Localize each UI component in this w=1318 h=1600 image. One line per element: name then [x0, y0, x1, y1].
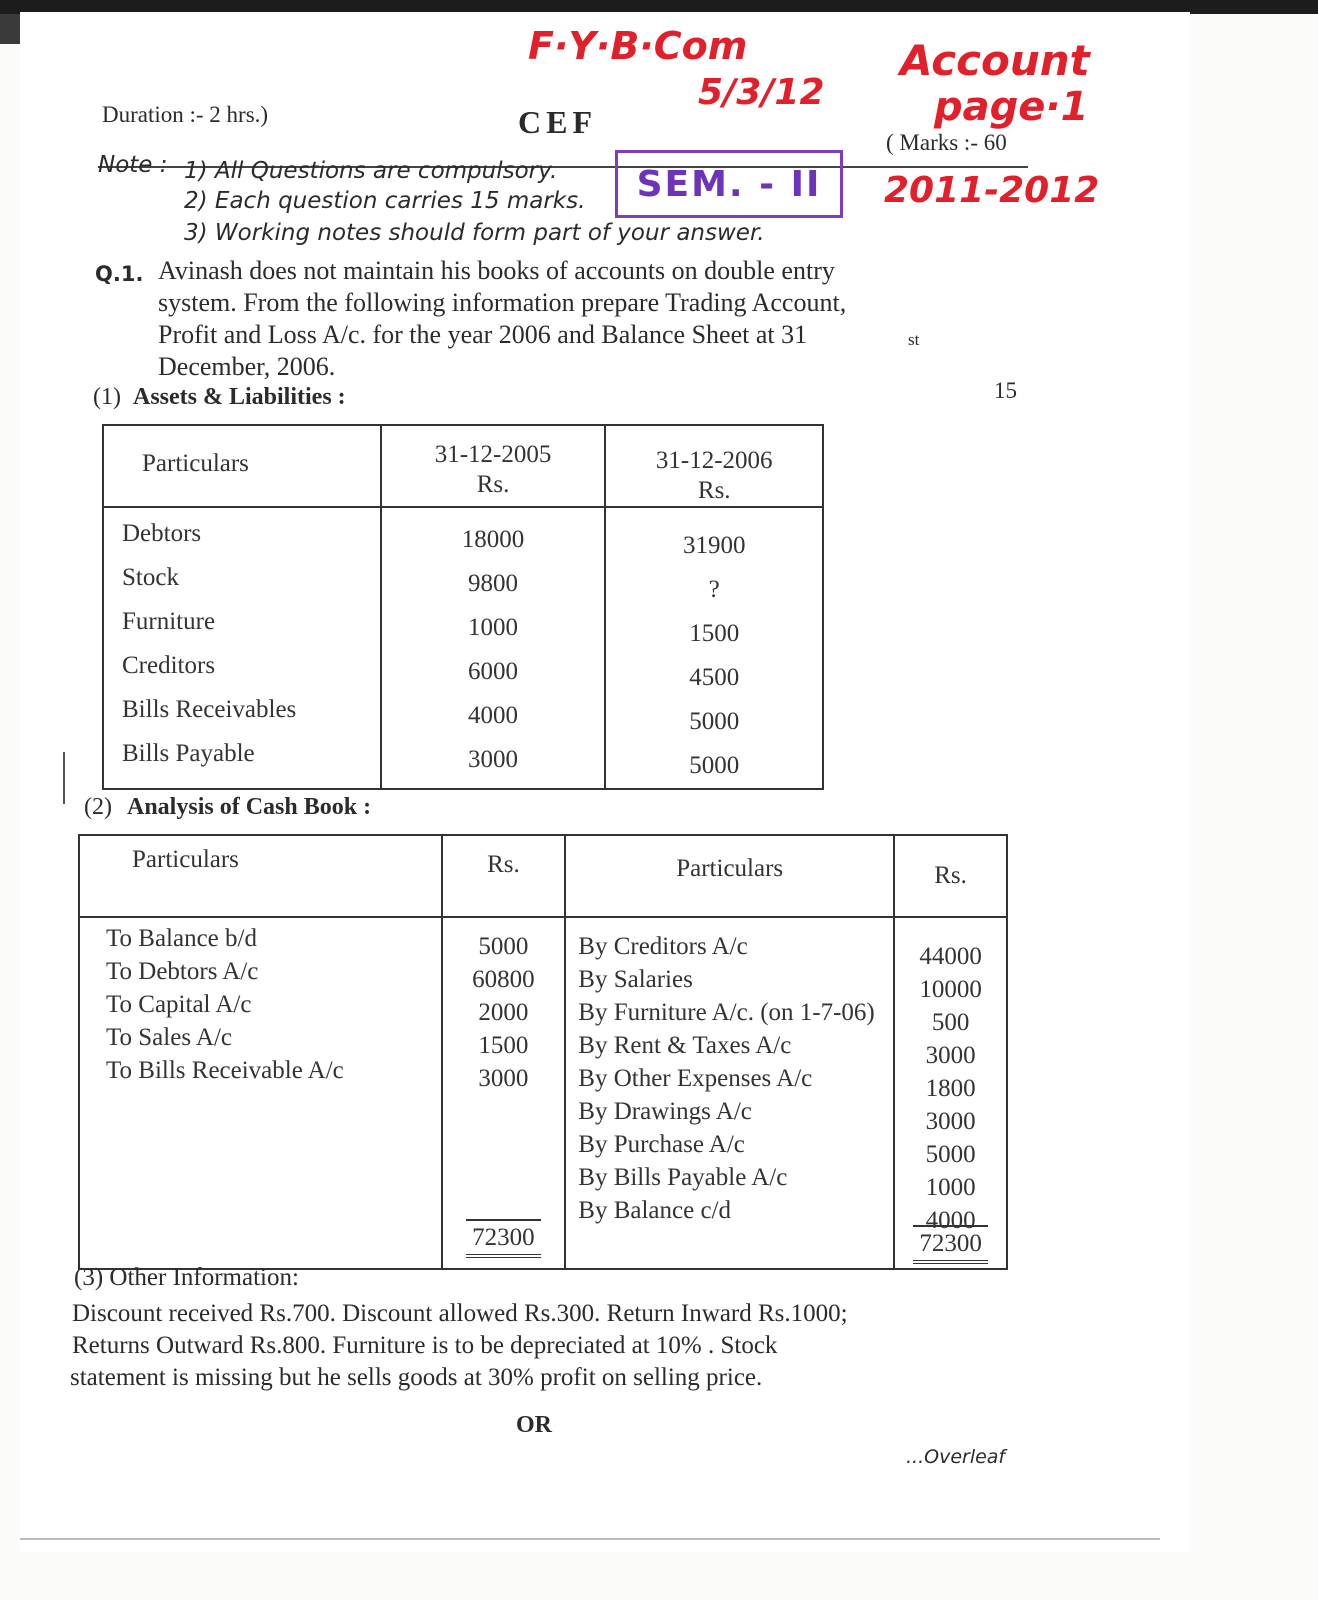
cell-value: 5000	[478, 933, 529, 960]
assets-heading-num: (1)	[93, 384, 121, 410]
table-row: Bills Payable	[122, 740, 255, 767]
cell-value: 3000	[468, 746, 519, 773]
cell-value: 5000	[689, 752, 740, 779]
superscript: st	[908, 330, 920, 349]
cashbook-heading: Analysis of Cash Book :	[127, 794, 372, 820]
cell-value: 4000	[925, 1207, 976, 1234]
note-item: 2) Each question carries 15 marks.	[184, 188, 586, 214]
question-line: Avinash does not maintain his books of accounts on double entry	[158, 256, 835, 285]
assets-2005-values	[381, 507, 606, 789]
debit-total: 72300	[466, 1219, 541, 1258]
credit-amounts	[894, 917, 1007, 1269]
col-2005	[381, 425, 606, 507]
note-item: 3) Working notes should form part of your answer.	[184, 220, 765, 246]
table-row: Furniture	[122, 608, 216, 635]
list-item: By Balance c/d	[578, 1197, 731, 1224]
cell-value: 60800	[472, 966, 535, 993]
assets-heading: Assets & Liabilities :	[133, 384, 346, 410]
annotation-subject: Account	[900, 36, 1090, 85]
assets-items	[103, 507, 381, 789]
table-row: Debtors	[122, 520, 202, 547]
cell-value: 500	[931, 1009, 970, 1036]
other-line: Discount received Rs.700. Discount allowed Rs.300. Return Inward Rs.1000;	[72, 1300, 848, 1327]
cell-value: 5000	[689, 708, 740, 735]
note-label: Note :	[98, 152, 168, 178]
col-2005-date: 31-12-2005	[434, 441, 552, 468]
cell-value: 3000	[478, 1065, 529, 1092]
question-number: Q.1.	[95, 262, 144, 286]
list-item: To Capital A/c	[106, 991, 252, 1018]
list-item: To Debtors A/c	[106, 958, 259, 985]
cell-value: 9800	[468, 570, 519, 597]
list-item: By Creditors A/c	[578, 933, 748, 960]
cell-value: 1500	[478, 1032, 529, 1059]
cell-value: 2000	[478, 999, 529, 1026]
cell-value: 31900	[682, 532, 746, 559]
question-marks: 15	[994, 378, 1017, 403]
debit-amounts	[442, 917, 566, 1269]
duration: Duration :- 2 hrs.)	[102, 102, 269, 127]
cell-value: 6000	[468, 658, 519, 685]
list-item: By Furniture A/c. (on 1-7-06)	[578, 999, 875, 1026]
col-2006-date: 31-12-2006	[655, 447, 773, 474]
marks: ( Marks :- 60	[886, 130, 1007, 155]
annotation-page: page·1	[934, 84, 1089, 130]
table-row: Creditors	[122, 652, 216, 679]
list-item: To Sales A/c	[106, 1024, 233, 1051]
exam-title: CEF	[518, 104, 597, 140]
cell-value: 44000	[919, 943, 982, 970]
overleaf-note: ...Overleaf	[906, 1446, 1006, 1468]
cell-value: 1000	[468, 614, 519, 641]
col-2005-unit: Rs.	[476, 471, 510, 498]
table-row: Bills Receivables	[122, 696, 297, 723]
question-line: system. From the following information prepare Trading Account,	[158, 288, 847, 317]
col-credit-rs: Rs.	[894, 835, 1007, 917]
col-2006-unit: Rs.	[697, 477, 731, 504]
col-debit-rs: Rs.	[442, 835, 566, 917]
page-bottom-edge	[20, 1538, 1160, 1540]
note-item: 1) All Questions are compulsory.	[184, 158, 558, 184]
other-line: Returns Outward Rs.800. Furniture is to be depreciated at 10% . Stock	[72, 1332, 778, 1359]
cell-value: 3000	[925, 1108, 976, 1135]
list-item: By Purchase A/c	[578, 1131, 745, 1158]
assets-table	[102, 424, 824, 790]
debit-items	[79, 917, 442, 1269]
list-item: To Balance b/d	[106, 925, 257, 952]
cell-value: 3000	[925, 1042, 976, 1069]
col-2006	[605, 425, 823, 507]
list-item: By Bills Payable A/c	[578, 1164, 788, 1191]
or-separator: OR	[516, 1412, 552, 1438]
credit-items	[565, 917, 894, 1269]
col-credit-particulars: Particulars	[565, 835, 894, 917]
list-item: By Rent & Taxes A/c	[578, 1032, 792, 1059]
cell-value: 1000	[925, 1174, 976, 1201]
assets-2006-values	[605, 507, 823, 789]
annotation-date: 5/3/12	[698, 72, 825, 113]
cashbook-heading-num: (2)	[84, 794, 112, 820]
question-line: Profit and Loss A/c. for the year 2006 and Balance Sheet at 31	[158, 320, 808, 349]
cell-value: 10000	[919, 976, 982, 1003]
list-item: By Other Expenses A/c	[578, 1065, 813, 1092]
cell-value: 18000	[461, 526, 525, 553]
cashbook-table	[78, 834, 1008, 1270]
question-line: December, 2006.	[158, 352, 336, 381]
list-item: By Drawings A/c	[578, 1098, 752, 1125]
table-row: Stock	[122, 564, 179, 591]
cell-value: 1500	[689, 620, 740, 647]
cell-value: 5000	[925, 1141, 976, 1168]
semester-stamp: SEM. - II	[615, 150, 843, 218]
col-debit-particulars: Particulars	[79, 835, 442, 917]
list-item: By Salaries	[578, 966, 693, 993]
annotation-year: 2011-2012	[884, 170, 1100, 211]
cell-value: 4500	[689, 664, 740, 691]
other-line: statement is missing but he sells goods at 30% profit on selling price.	[70, 1364, 763, 1391]
other-heading: (3) Other Information:	[74, 1264, 299, 1291]
cell-value: ?	[708, 576, 720, 603]
cell-value: 4000	[468, 702, 519, 729]
credit-total: 72300	[913, 1225, 988, 1264]
list-item: To Bills Receivable A/c	[106, 1057, 344, 1084]
annotation-course: F·Y·B·Com	[528, 24, 748, 68]
cell-value: 1800	[925, 1075, 976, 1102]
col-particulars: Particulars	[103, 425, 381, 507]
margin-mark	[63, 752, 65, 804]
